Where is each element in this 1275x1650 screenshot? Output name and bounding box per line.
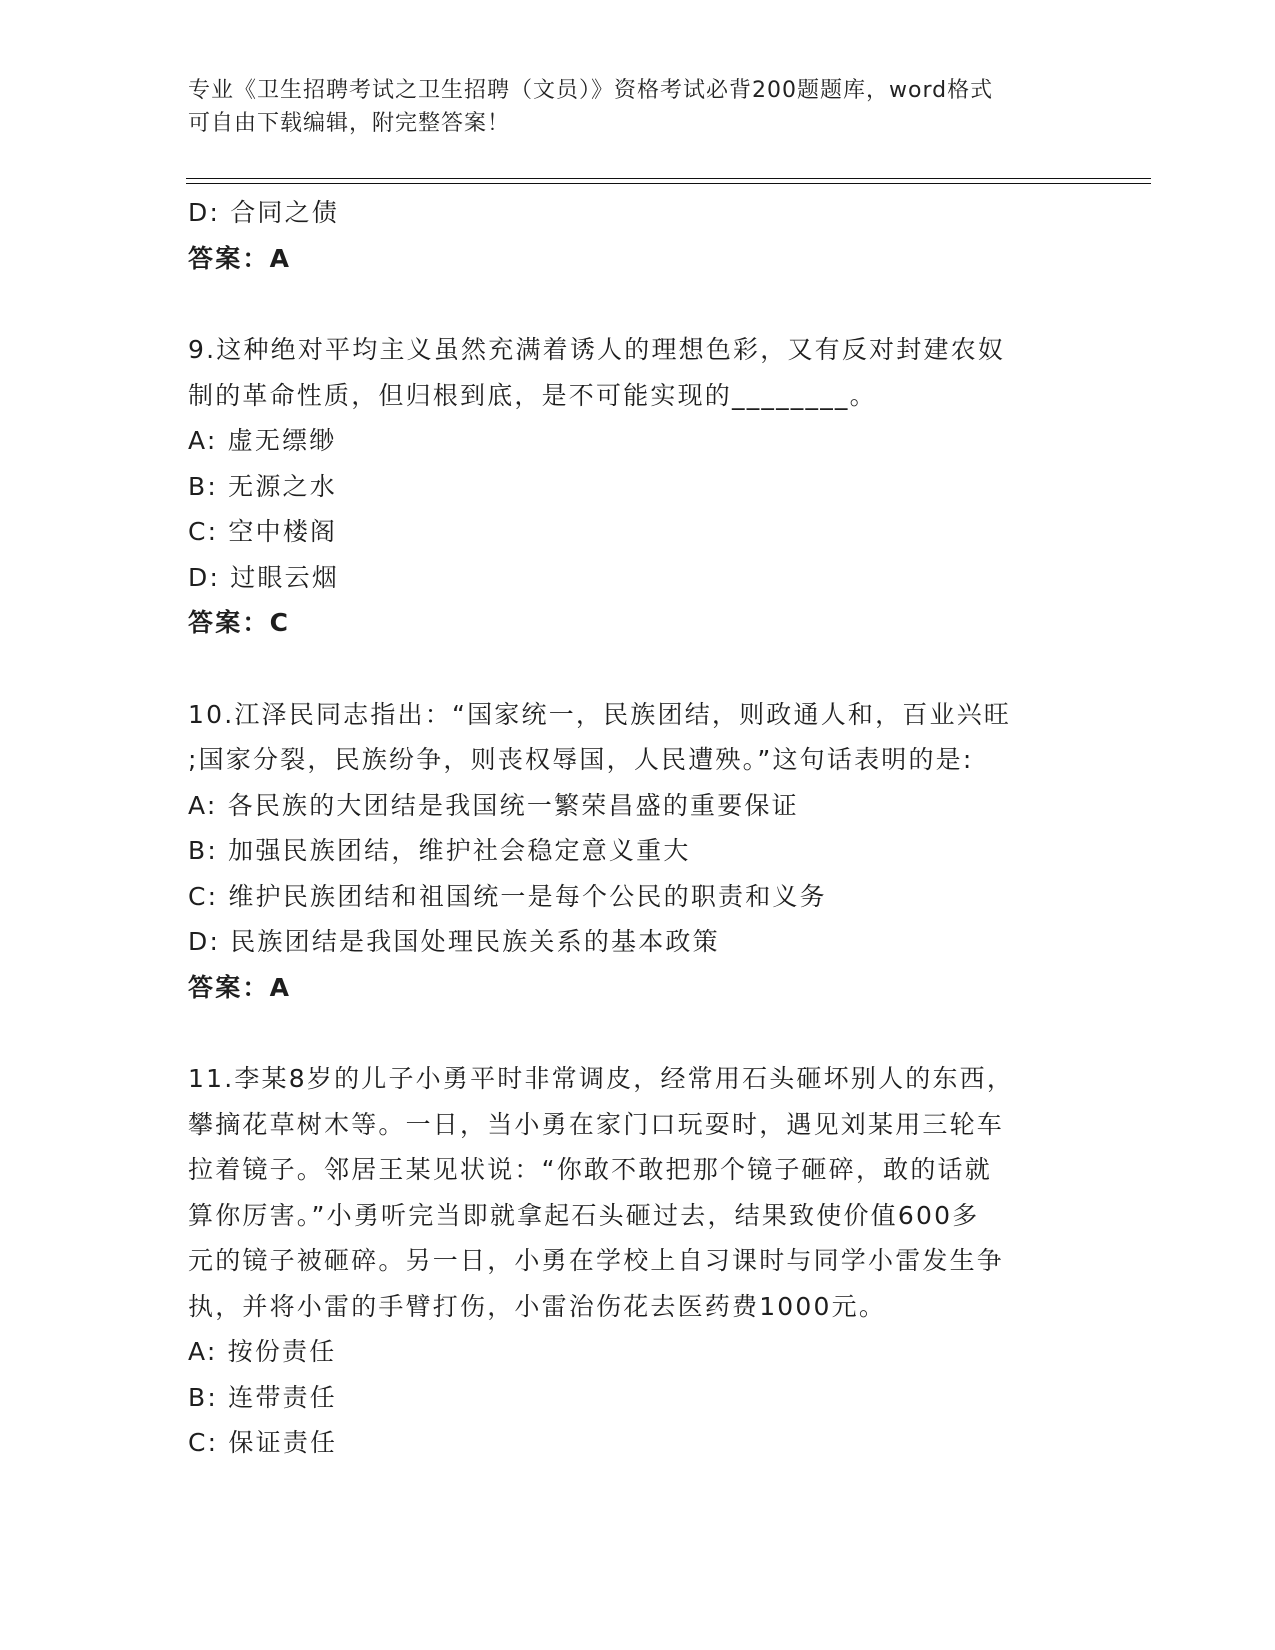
header-line-1: 专业《卫生招聘考试之卫生招聘（文员）》资格考试必背200题题库，word格式: [188, 78, 994, 103]
question-9-answer: 答案：C: [188, 608, 291, 637]
document-header: [188, 74, 1068, 140]
question-10-option-b: B: 加强民族团结，维护社会稳定意义重大: [188, 836, 691, 865]
question-9: [188, 327, 1068, 646]
question-9-option-d: D: 过眼云烟: [188, 562, 340, 592]
question-10-option-c: C: 维护民族团结和祖国统一是每个公民的职责和义务: [188, 881, 827, 911]
question-10-option-d: D: 民族团结是我国处理民族关系的基本政策: [188, 927, 720, 956]
spacer: [188, 1010, 1068, 1056]
question-content: [188, 190, 1068, 1466]
question-11-option-b: B: 连带责任: [188, 1382, 337, 1412]
header-rule-top: [186, 178, 1151, 179]
question-9-stem-line: 9.这种绝对平均主义虽然充满着诱人的理想色彩，又有反对封建农奴: [188, 335, 1006, 364]
question-11-stem-line: 攀摘花草树木等。一日，当小勇在家门口玩耍时，遇见刘某用三轮车: [188, 1109, 1005, 1139]
question-9-option-c: C: 空中楼阁: [188, 517, 338, 546]
question-10: [188, 692, 1068, 1011]
question-11-stem-line: 11.李某8岁的儿子小勇平时非常调皮，经常用石头砸坏别人的东西，: [188, 1064, 1015, 1093]
question-11-option-a: A: 按份责任: [188, 1337, 337, 1366]
header-rule-bottom: [186, 183, 1151, 184]
spacer: [188, 281, 1068, 327]
header-line-2: 可自由下载编辑，附完整答案！: [188, 111, 511, 136]
question-9-option-a: A: 虚无缥缈: [188, 426, 337, 455]
question-11-stem-line: 拉着镜子。邻居王某见状说：“你敢不敢把那个镜子砸碎，敢的话就: [188, 1155, 992, 1184]
question-11-stem-line: 算你厉害。”小勇听完当即就拿起石头砸过去，结果致使价值600多: [188, 1200, 980, 1230]
question-9-stem-line: 制的革命性质，但归根到底，是不可能实现的________。: [188, 380, 877, 410]
question-10-answer: 答案：A: [188, 972, 292, 1002]
question-9-option-b: B: 无源之水: [188, 471, 337, 501]
question-10-stem-line: ;国家分裂，民族纷争，则丧权辱国，人民遭殃。”这句话表明的是:: [188, 745, 974, 774]
question-11: [188, 1056, 1068, 1466]
question-11-option-c: C: 保证责任: [188, 1428, 338, 1457]
spacer: [188, 646, 1068, 692]
question-10-option-a: A: 各民族的大团结是我国统一繁荣昌盛的重要保证: [188, 790, 799, 820]
question-10-stem-line: 10.江泽民同志指出：“国家统一，民族团结，则政通人和，百业兴旺: [188, 699, 1012, 729]
question-11-stem-line: 执，并将小雷的手臂打伤，小雷治伤花去医药费1000元。: [188, 1291, 887, 1321]
prev-answer: 答案：A: [188, 243, 292, 273]
question-11-stem-line: 元的镜子被砸碎。另一日，小勇在学校上自习课时与同学小雷发生争: [188, 1246, 1005, 1275]
prev-option-d: D: 合同之债: [188, 198, 340, 227]
